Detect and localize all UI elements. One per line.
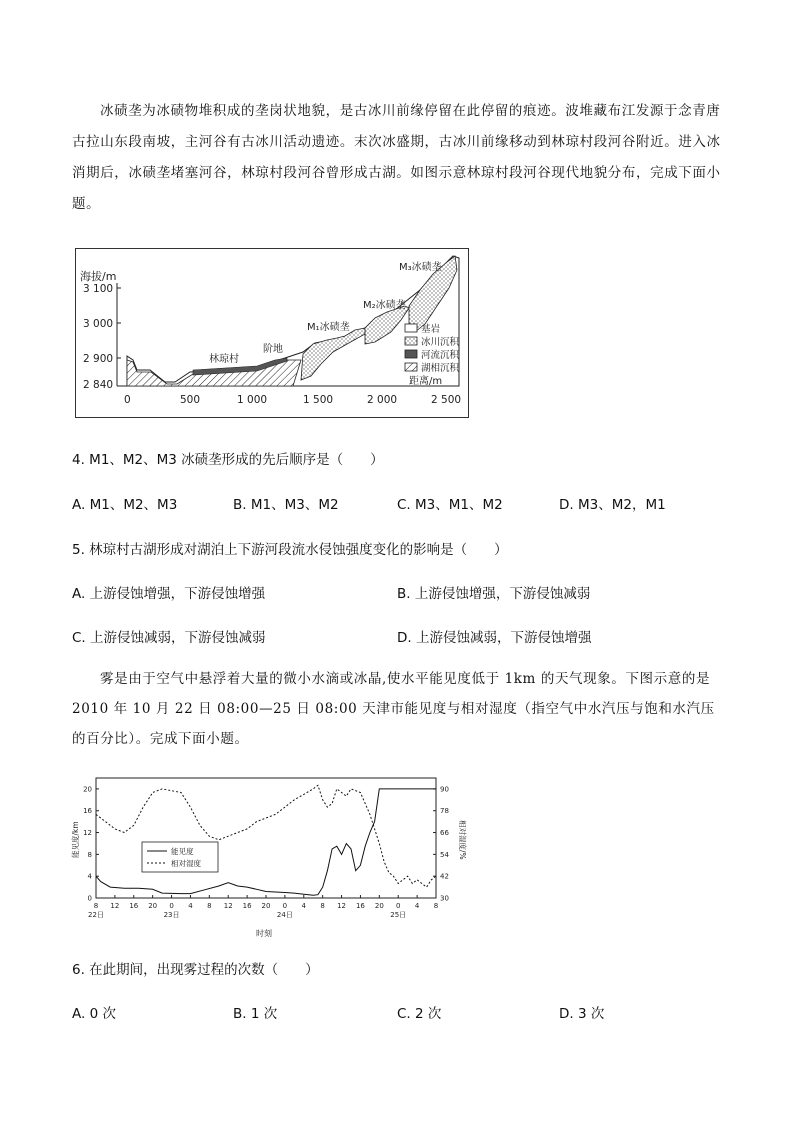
q5-option-b[interactable]: B. 上游侵蚀增强，下游侵蚀减弱: [397, 586, 591, 602]
x-tick-label: 0: [395, 902, 401, 910]
ytick-3100: 3 100: [83, 283, 114, 295]
right-tick-label: 90: [440, 785, 449, 794]
legend-bedrock: 基岩: [421, 324, 441, 335]
x-tick-label: 16: [129, 902, 139, 910]
x-tick-label: 8: [433, 902, 439, 910]
x-tick-label: 4: [188, 902, 193, 910]
x-tick-label: 8: [93, 902, 99, 910]
xtick-1500: 1 500: [303, 394, 334, 406]
q6-option-d[interactable]: D. 3 次: [559, 1006, 605, 1022]
q4-option-b[interactable]: B. M1、M3、M2: [233, 497, 339, 513]
label-village: 林琼村: [209, 354, 239, 365]
q5-option-d[interactable]: D. 上游侵蚀减弱，下游侵蚀增强: [397, 630, 592, 646]
q5-option-c[interactable]: C. 上游侵蚀减弱，下游侵蚀减弱: [72, 630, 266, 646]
x-tick-label: 0: [169, 902, 174, 910]
y-axis-label: 海拔/m: [80, 270, 117, 283]
day-label: 22日: [88, 911, 104, 919]
x-tick-label: 20: [148, 902, 158, 910]
label-m2: M₂冰碛垄: [363, 300, 406, 311]
question-5-stem: 5. 林琼村古湖形成对湖泊上下游河段流水侵蚀强度变化的影响是（ ）: [72, 542, 508, 558]
question-6-stem: 6. 在此期间，出现雾过程的次数（ ）: [72, 962, 319, 978]
plot-area: [96, 778, 436, 898]
legend-humidity: 相对湿度: [171, 859, 201, 868]
x-tick-label: 12: [223, 902, 233, 910]
q4-option-a[interactable]: A. M1、M2、M3: [72, 497, 178, 513]
left-tick-label: 8: [87, 850, 92, 859]
day-label: 24日: [276, 911, 293, 919]
q6-option-b[interactable]: B. 1 次: [233, 1006, 278, 1022]
x-tick-label: 20: [374, 902, 384, 910]
xtick-2500: 2 500: [431, 394, 462, 406]
x-tick-label: 8: [207, 902, 212, 910]
xtick-1000: 1 000: [237, 394, 268, 406]
left-axis-label: 能见度/km: [71, 821, 80, 858]
right-tick-label: 54: [440, 850, 449, 859]
q4-option-c[interactable]: C. M3、M1、M2: [397, 497, 503, 513]
visibility-humidity-chart: [70, 770, 470, 942]
valley-profile-svg: [75, 248, 469, 418]
label-terrace: 阶地: [263, 344, 283, 355]
x-tick-label: 12: [337, 902, 347, 910]
x-tick-label: 12: [110, 902, 120, 910]
legend-river: 河流沉积: [421, 350, 460, 361]
x-tick-label: 16: [242, 902, 252, 910]
right-tick-label: 30: [440, 894, 449, 903]
q6-option-a[interactable]: A. 0 次: [72, 1006, 116, 1022]
q6-option-c[interactable]: C. 2 次: [397, 1006, 442, 1022]
passage-intro-moraine: 冰碛垄为冰碛物堆积成的垄岗状地貌，是古冰川前缘停留在此停留的痕迹。波堆藏布江发源于念青唐古拉山东段南坡，主河谷有古冰川活动遗迹。末次冰盛期，古冰川前缘移动到林琼村段河谷附近。进入冰消期后，冰碛垄堵塞河谷，林琼村段河谷曾形成古湖。如图示意林琼村段河谷现代地貌分布，完成下面小题。: [72, 103, 721, 212]
question-4-stem: 4. M1、M2、M3 冰碛垄形成的先后顺序是（ ）: [72, 452, 384, 468]
q5-option-a[interactable]: A. 上游侵蚀增强，下游侵蚀增强: [72, 586, 266, 602]
right-axis-label: 相对湿度/%: [458, 820, 467, 860]
q4-option-d[interactable]: D. M3、M2，M1: [559, 497, 666, 513]
chart-svg: [70, 770, 470, 942]
legend-glacial: 冰川沉积: [421, 337, 460, 348]
ytick-2840: 2 840: [83, 379, 114, 391]
left-tick-label: 0: [87, 894, 92, 903]
right-tick-label: 66: [440, 829, 449, 838]
right-tick-label: 78: [440, 807, 449, 816]
day-label: 25日: [390, 911, 407, 919]
label-m1: M₁冰碛垄: [307, 322, 350, 333]
x-tick-label: 4: [301, 902, 307, 910]
left-tick-label: 12: [83, 829, 92, 838]
xtick-0: 0: [124, 394, 131, 406]
x-tick-label: 0: [282, 902, 288, 910]
x-tick-label: 8: [320, 902, 325, 910]
legend-lacustrine: 湖相沉积: [421, 363, 460, 374]
label-m3: M₃冰碛垄: [399, 262, 442, 273]
x-tick-label: 4: [414, 902, 420, 910]
right-tick-label: 42: [440, 872, 449, 881]
x-axis-label: 距离/m: [409, 376, 443, 387]
chart-legend: [142, 842, 218, 872]
xtick-2000: 2 000: [367, 394, 398, 406]
legend-visibility: 能见度: [171, 847, 194, 856]
ytick-2900: 2 900: [83, 353, 114, 365]
left-tick-label: 20: [83, 785, 92, 794]
left-tick-label: 16: [83, 807, 92, 816]
valley-profile-figure: [75, 248, 469, 418]
x-tick-label: 16: [355, 902, 365, 910]
day-label: 23日: [163, 911, 180, 919]
left-tick-label: 4: [87, 872, 92, 881]
passage-fog: 雾是由于空气中悬浮着大量的微小水滴或冰晶,使水平能见度低于 1km 的天气现象。下图示意的是 2010 年 10 月 22 日 08:00—25 日 08:00 天津市能见度与相对湿度（指空气中水汽压与饱和水汽压的百分比）。完成下面小题。: [72, 671, 715, 747]
xtick-500: 500: [180, 394, 201, 406]
x-axis-label: 时刻: [256, 929, 272, 938]
x-tick-label: 20: [261, 902, 271, 910]
ytick-3000: 3 000: [83, 318, 114, 330]
